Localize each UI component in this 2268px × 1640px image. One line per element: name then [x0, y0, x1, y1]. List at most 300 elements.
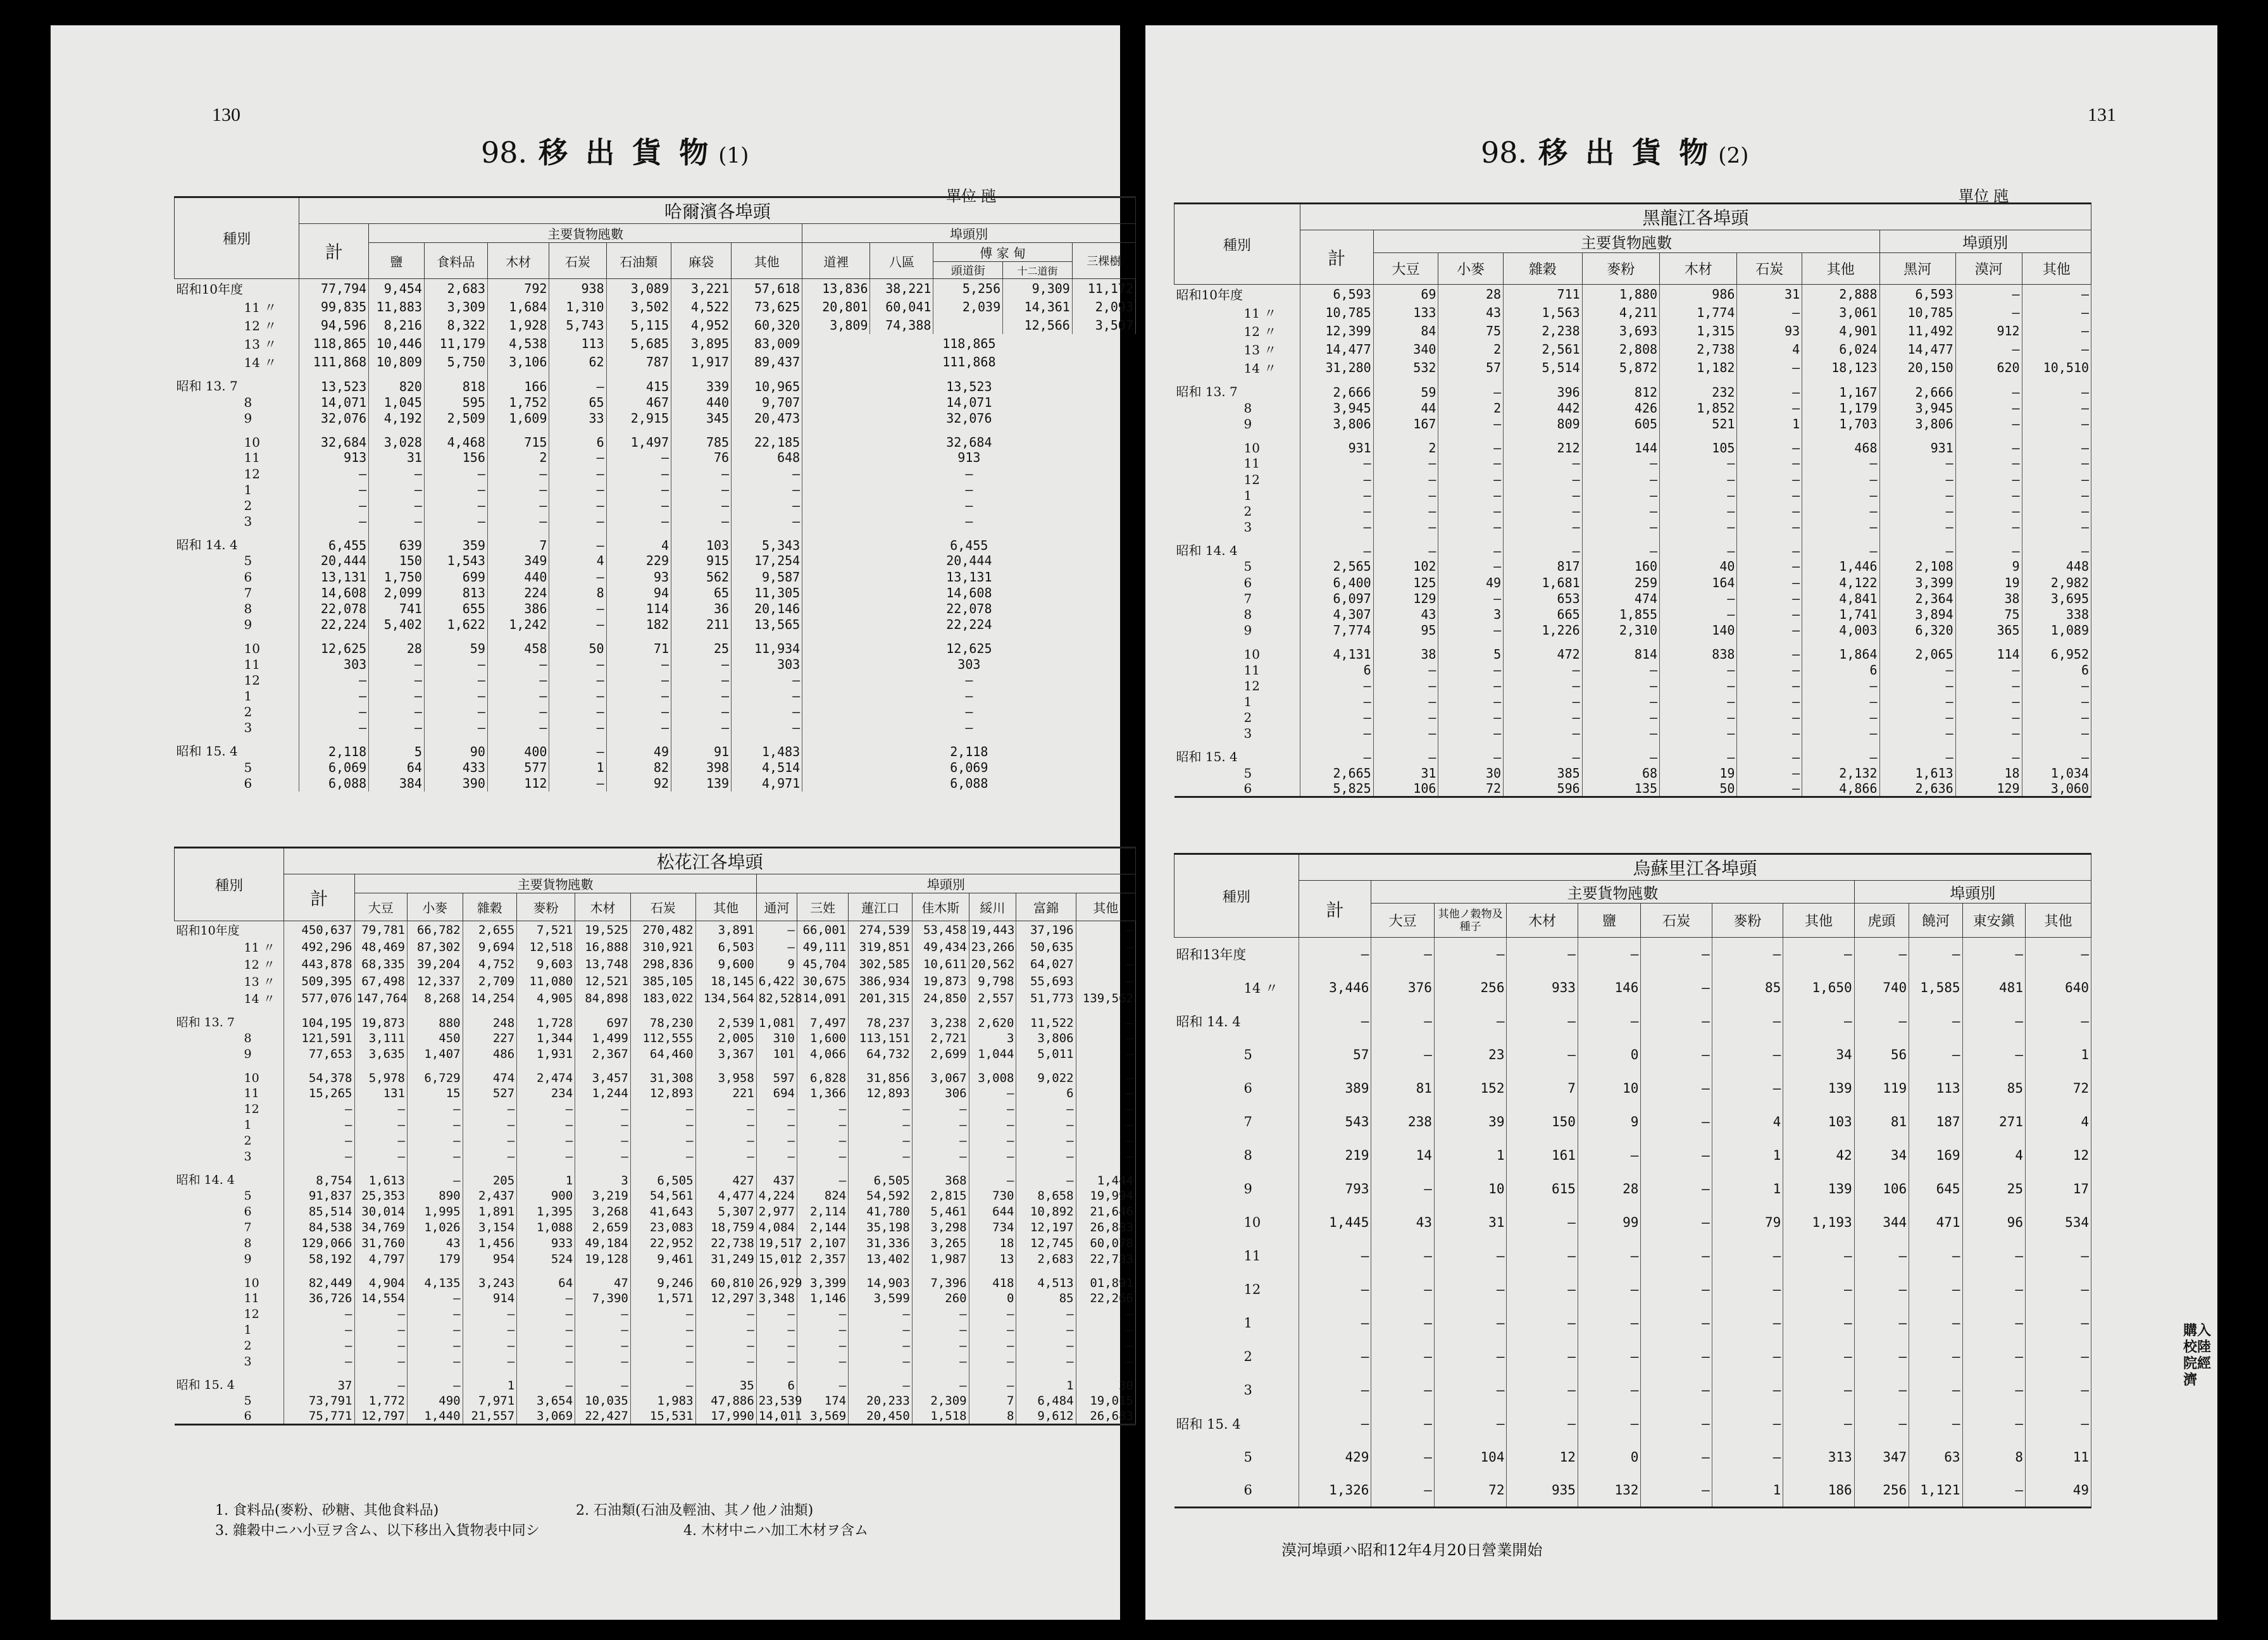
data-cell: —	[1371, 1340, 1434, 1374]
data-cell: —	[797, 1101, 848, 1117]
data-cell: —	[487, 704, 549, 720]
data-cell: 113	[549, 334, 606, 352]
harbin-section-title: 哈爾濱各埠頭	[299, 197, 1136, 224]
data-cell: —	[671, 497, 732, 513]
data-cell: 91	[671, 736, 732, 759]
data-cell: —	[1504, 742, 1583, 765]
data-cell: 645	[1909, 1172, 1962, 1206]
data-cell: 36,726	[284, 1290, 354, 1306]
data-cell: —	[797, 1353, 848, 1369]
data-cell: —	[849, 1133, 913, 1148]
data-cell: 1,772	[354, 1393, 407, 1408]
pier-total-cell: 22,224	[946, 617, 992, 633]
row-label: 14 〃	[175, 352, 299, 371]
data-cell: 6,952	[2022, 638, 2091, 662]
data-cell: —	[1909, 1374, 1962, 1407]
data-cell: 9,022	[1016, 1062, 1076, 1085]
data-cell: 4	[1737, 340, 1802, 358]
data-cell: 931	[1879, 432, 1955, 456]
data-cell: 25	[1962, 1172, 2025, 1206]
column-header: 大豆	[354, 893, 407, 921]
data-cell: —	[2022, 535, 2091, 559]
data-cell: —	[1434, 1307, 1507, 1340]
data-cell: —	[407, 1369, 463, 1393]
data-cell: 2	[1373, 432, 1438, 456]
data-cell: 1,182	[1660, 358, 1737, 376]
data-cell: 914	[463, 1290, 517, 1306]
data-cell: 134,564	[695, 990, 756, 1007]
table-row	[175, 1085, 1136, 1101]
data-cell: 1,483	[732, 736, 802, 759]
data-cell: 11,492	[1879, 321, 1955, 340]
data-cell: 45,704	[797, 955, 848, 972]
data-cell: 5,307	[695, 1203, 756, 1219]
data-cell: 3,502	[606, 297, 671, 316]
data-cell: —	[1641, 1441, 1712, 1474]
data-cell: 1,315	[1660, 321, 1737, 340]
data-cell: 1,750	[369, 569, 425, 585]
data-cell: 135	[1582, 781, 1659, 797]
data-cell: 9,694	[463, 938, 517, 955]
data-cell: 3,268	[575, 1203, 631, 1219]
sungari-total-header: 計	[284, 874, 354, 921]
data-cell: 13,131	[299, 569, 369, 585]
data-cell: 4,841	[1802, 590, 1879, 606]
data-cell: —	[1802, 693, 1879, 709]
data-cell: 60,041	[870, 297, 933, 316]
data-cell: 94	[606, 585, 671, 600]
data-cell: 85	[1016, 1290, 1076, 1306]
data-cell: 2,636	[1879, 781, 1955, 797]
data-cell: —	[1879, 519, 1955, 535]
data-cell: —	[487, 514, 549, 530]
row-label: 2	[175, 497, 299, 513]
row-label: 12 〃	[175, 316, 299, 334]
table-row	[175, 1219, 1136, 1235]
data-cell: —	[354, 1353, 407, 1369]
data-cell: 450	[407, 1030, 463, 1046]
row-label: 1	[175, 1322, 284, 1338]
data-cell: 67,498	[354, 972, 407, 990]
table-row	[1174, 400, 2091, 416]
data-cell: 6,097	[1300, 590, 1373, 606]
row-label: 12	[175, 466, 299, 481]
data-cell: —	[1582, 742, 1659, 765]
data-cell: 5,978	[354, 1062, 407, 1085]
data-cell: —	[912, 1148, 969, 1164]
data-cell: —	[630, 1133, 695, 1148]
data-cell: —	[1076, 921, 1135, 939]
data-cell: 345	[671, 410, 732, 426]
data-cell: 31,280	[1300, 358, 1373, 376]
data-cell: —	[1076, 1133, 1135, 1148]
data-cell: —	[606, 466, 671, 481]
data-cell: 48,469	[354, 938, 407, 955]
title-part: (1)	[718, 143, 749, 168]
data-cell: —	[969, 1369, 1016, 1393]
data-cell: 113,151	[849, 1030, 913, 1046]
title-text: 移 出 貨 物	[1538, 135, 1712, 170]
data-cell: 385,105	[630, 972, 695, 990]
data-cell: 60,078	[1076, 1235, 1135, 1251]
data-cell: —	[1955, 726, 2022, 742]
data-cell: 106	[1373, 781, 1438, 797]
table-row	[1174, 1139, 2091, 1172]
data-cell: —	[732, 720, 802, 736]
data-cell: 711	[1504, 285, 1583, 304]
harbin-pier-group: 埠頭別	[802, 224, 1136, 243]
data-cell: 9,798	[969, 972, 1016, 990]
data-cell: —	[1737, 358, 1802, 376]
data-cell: 433	[424, 759, 487, 775]
column-header: 蓮江口	[849, 893, 913, 921]
pier-total-cell: 20,444	[946, 553, 992, 569]
data-cell: 11,883	[369, 297, 425, 316]
data-cell: —	[1737, 456, 1802, 471]
data-cell: 7,396	[912, 1267, 969, 1290]
data-cell: 1,852	[1660, 400, 1737, 416]
data-cell: —	[1578, 1307, 1640, 1340]
data-cell: 150	[1507, 1105, 1578, 1139]
data-cell: —	[1955, 519, 2022, 535]
data-cell: 4,866	[1802, 781, 1879, 797]
data-cell: 1	[463, 1369, 517, 1393]
data-cell: 129	[1373, 590, 1438, 606]
data-cell: 12,566	[1003, 316, 1073, 334]
data-cell: 1,344	[517, 1030, 575, 1046]
data-cell: —	[1802, 471, 1879, 487]
data-cell: —	[969, 1085, 1016, 1101]
data-cell: 2,118	[299, 736, 369, 759]
data-cell: —	[1854, 938, 1909, 971]
data-cell: 1,741	[1802, 606, 1879, 622]
data-cell: —	[849, 1306, 913, 1322]
data-cell: 3,806	[1879, 416, 1955, 432]
data-cell: —	[756, 1306, 797, 1322]
data-cell: —	[1373, 471, 1438, 487]
data-cell: 6,484	[1016, 1393, 1076, 1408]
data-cell: 13	[969, 1251, 1016, 1267]
col-daoli: 道裡	[802, 243, 870, 279]
table-row	[175, 736, 1136, 759]
data-cell: 440	[671, 394, 732, 410]
data-cell: 121,591	[284, 1030, 354, 1046]
data-cell: 14,361	[1003, 297, 1073, 316]
data-cell: —	[1712, 1441, 1783, 1474]
column-header: 其他	[2025, 904, 2091, 938]
data-cell: 105	[1660, 432, 1737, 456]
data-cell: 8,322	[424, 316, 487, 334]
data-cell: —	[1783, 1239, 1854, 1273]
data-cell: —	[1641, 1038, 1712, 1072]
data-cell: 13,836	[802, 279, 870, 298]
hlj-table-body	[1174, 285, 2091, 797]
data-cell: —	[549, 720, 606, 736]
data-cell: 93	[1737, 321, 1802, 340]
row-label: 11	[175, 656, 299, 672]
data-cell: —	[1660, 693, 1737, 709]
harbin-table-block	[174, 196, 1136, 792]
data-cell: 5,514	[1504, 358, 1583, 376]
pier-total-cell: —	[965, 481, 973, 497]
data-cell: —	[606, 450, 671, 466]
data-cell: 2,683	[424, 279, 487, 298]
data-cell: —	[2022, 400, 2091, 416]
data-cell: —	[1371, 1407, 1434, 1441]
data-cell: 11,522	[1016, 1007, 1076, 1030]
data-cell: 22,266	[1076, 1290, 1135, 1306]
data-cell: 415	[606, 371, 671, 394]
table-row	[1174, 285, 2091, 304]
data-cell: —	[284, 1353, 354, 1369]
data-cell: 620	[1955, 358, 2022, 376]
row-label: 6	[175, 775, 299, 791]
data-cell: 349	[487, 553, 549, 569]
data-cell: 112	[487, 775, 549, 791]
data-cell: —	[1504, 456, 1583, 471]
data-cell: 256	[1434, 971, 1507, 1005]
data-cell: 785	[671, 426, 732, 450]
data-cell: 2,238	[1504, 321, 1583, 340]
data-cell: —	[575, 1133, 631, 1148]
data-cell: 30	[1438, 765, 1504, 781]
col-timber: 木材	[487, 243, 549, 279]
data-cell: 915	[671, 553, 732, 569]
table-row	[175, 759, 1136, 775]
data-cell: 9	[1955, 559, 2022, 575]
data-cell: —	[2022, 340, 2091, 358]
data-cell: 14,091	[797, 990, 848, 1007]
data-cell: —	[369, 672, 425, 688]
sungari-pier-group: 埠頭別	[756, 874, 1135, 893]
data-cell: —	[1016, 1101, 1076, 1117]
data-cell: 13,565	[732, 617, 802, 633]
row-label: 昭和 14. 4	[175, 1164, 284, 1188]
data-cell: 14,554	[354, 1290, 407, 1306]
data-cell: —	[1371, 1474, 1434, 1508]
data-cell: 24,850	[912, 990, 969, 1007]
data-cell: 11,305	[732, 585, 802, 600]
col-other: 其他	[732, 243, 802, 279]
data-cell: —	[1578, 1273, 1640, 1307]
data-cell: —	[1879, 503, 1955, 519]
data-cell: —	[1909, 1038, 1962, 1072]
data-cell: 30,675	[797, 972, 848, 990]
data-cell: —	[2022, 710, 2091, 726]
data-cell: 91,837	[284, 1188, 354, 1203]
data-cell: 125	[1373, 575, 1438, 590]
data-cell: 474	[1582, 590, 1659, 606]
table-row	[1174, 519, 2091, 535]
data-cell: 144	[1582, 432, 1659, 456]
data-cell: 2,132	[1802, 765, 1879, 781]
data-cell: —	[549, 530, 606, 553]
row-label: 7	[175, 1219, 284, 1235]
data-cell: 5,685	[606, 334, 671, 352]
data-cell: —	[549, 481, 606, 497]
row-label: 5	[175, 1188, 284, 1203]
row-label: 12	[175, 1306, 284, 1322]
data-cell: 6,729	[407, 1062, 463, 1085]
data-cell: —	[1438, 693, 1504, 709]
data-cell: 339	[671, 371, 732, 394]
table-row	[1174, 416, 2091, 432]
data-cell: 4,905	[517, 990, 575, 1007]
data-cell: 359	[424, 530, 487, 553]
data-cell: 6	[2022, 662, 2091, 678]
data-cell: 9	[1578, 1105, 1640, 1139]
right-page	[1145, 25, 2217, 1620]
data-cell: —	[549, 736, 606, 759]
data-cell: —	[1507, 1340, 1578, 1374]
data-cell: 5	[1438, 638, 1504, 662]
data-cell: —	[1504, 693, 1583, 709]
row-label: 11	[1174, 1239, 1299, 1273]
data-cell: —	[1783, 1307, 1854, 1340]
data-cell: 65	[671, 585, 732, 600]
data-cell: —	[549, 497, 606, 513]
data-cell: —	[969, 1322, 1016, 1338]
data-cell: 84,538	[284, 1219, 354, 1235]
data-cell: —	[2022, 456, 2091, 471]
data-cell: —	[2025, 1374, 2091, 1407]
table-row	[175, 316, 1136, 334]
table-row	[175, 633, 1136, 656]
row-label: 6	[175, 569, 299, 585]
data-cell: 82	[606, 759, 671, 775]
data-cell: 577	[487, 759, 549, 775]
data-cell: —	[1507, 1038, 1578, 1072]
data-cell: —	[797, 1369, 848, 1393]
data-cell: 68,335	[354, 955, 407, 972]
data-cell: 2,721	[912, 1030, 969, 1046]
table-row	[175, 297, 1136, 316]
data-cell: 10,510	[2022, 358, 2091, 376]
data-cell: 418	[969, 1267, 1016, 1290]
data-cell: 69	[1373, 285, 1438, 304]
data-cell: —	[630, 1369, 695, 1393]
data-cell: —	[606, 672, 671, 688]
data-cell: 166	[487, 371, 549, 394]
data-cell: —	[299, 481, 369, 497]
column-header: 綏川	[969, 893, 1016, 921]
row-label: 3	[1174, 519, 1300, 535]
data-cell: —	[1962, 1307, 2025, 1340]
data-cell: 1,446	[1802, 559, 1879, 575]
data-cell: 3,809	[802, 316, 870, 334]
data-cell: 6,593	[1300, 285, 1373, 304]
data-cell: 71	[606, 633, 671, 656]
data-cell: 2,114	[797, 1203, 848, 1219]
data-cell: —	[1962, 1038, 2025, 1072]
data-cell: 319,851	[849, 938, 913, 955]
data-cell: 933	[517, 1235, 575, 1251]
col-oil: 石油類	[606, 243, 671, 279]
data-cell: 448	[2022, 559, 2091, 575]
data-cell: 43	[1438, 303, 1504, 321]
harbin-table-body	[175, 279, 1136, 792]
data-cell: 50	[549, 633, 606, 656]
column-header: 小麥	[1438, 253, 1504, 285]
pier-total-cell: —	[965, 688, 973, 704]
data-cell: —	[1802, 519, 1879, 535]
data-cell: 4	[2025, 1105, 2091, 1139]
data-cell: 44	[1373, 400, 1438, 416]
data-cell: —	[606, 514, 671, 530]
data-cell: 22,427	[575, 1408, 631, 1424]
data-cell: —	[487, 720, 549, 736]
data-cell: —	[407, 1164, 463, 1188]
data-cell: —	[1660, 662, 1737, 678]
data-cell: 75,771	[284, 1408, 354, 1424]
data-cell: 57,618	[732, 279, 802, 298]
data-cell: —	[1371, 938, 1434, 971]
data-cell: 23,539	[756, 1393, 797, 1408]
data-cell: —	[1371, 1005, 1434, 1038]
table-row	[175, 775, 1136, 791]
data-cell: 238	[1371, 1105, 1434, 1139]
data-cell: 344	[1854, 1206, 1909, 1239]
data-cell: 2,659	[575, 1219, 631, 1235]
data-cell: 368	[912, 1164, 969, 1188]
data-cell: 8,268	[407, 990, 463, 1007]
data-cell: 64	[517, 1267, 575, 1290]
data-cell: —	[1955, 503, 2022, 519]
column-header: 通河	[756, 893, 797, 921]
data-cell: —	[1371, 1441, 1434, 1474]
data-cell: 2,310	[1582, 623, 1659, 638]
table-row	[175, 1117, 1136, 1133]
data-cell: —	[1712, 1374, 1783, 1407]
data-cell: —	[1434, 1340, 1507, 1374]
hlj-pier-group: 埠頭別	[1879, 230, 2091, 253]
data-cell: 82,528	[756, 990, 797, 1007]
data-cell: —	[517, 1306, 575, 1322]
data-cell: —	[1016, 1133, 1076, 1148]
data-cell: —	[1641, 1139, 1712, 1172]
data-cell: 64	[369, 759, 425, 775]
data-cell: 101	[756, 1046, 797, 1062]
data-cell: —	[575, 1322, 631, 1338]
data-cell: —	[1507, 1206, 1578, 1239]
data-cell: 306	[912, 1085, 969, 1101]
data-cell: 11,080	[517, 972, 575, 990]
data-cell: —	[606, 688, 671, 704]
data-cell: —	[797, 1306, 848, 1322]
data-cell: 4,192	[369, 410, 425, 426]
data-cell: 22,738	[695, 1235, 756, 1251]
table-row	[175, 426, 1136, 450]
data-cell: —	[1076, 1353, 1135, 1369]
pier-total-cell: 12,625	[946, 641, 992, 656]
data-cell: 26,929	[756, 1267, 797, 1290]
data-cell: 14,477	[1300, 340, 1373, 358]
page-number: 130	[212, 104, 240, 125]
data-cell: 2,108	[1879, 559, 1955, 575]
data-cell: 4,477	[695, 1188, 756, 1203]
row-label: 5	[1174, 559, 1300, 575]
data-cell: —	[1438, 416, 1504, 432]
data-cell: 79,781	[354, 921, 407, 939]
column-header: 大豆	[1371, 904, 1434, 938]
row-label: 10	[1174, 432, 1300, 456]
data-cell: 3,309	[424, 297, 487, 316]
column-header: 雜穀	[463, 893, 517, 921]
data-cell: —	[756, 1338, 797, 1353]
data-cell: 4,513	[1016, 1267, 1076, 1290]
data-cell: —	[1300, 742, 1373, 765]
data-cell: 644	[969, 1203, 1016, 1219]
